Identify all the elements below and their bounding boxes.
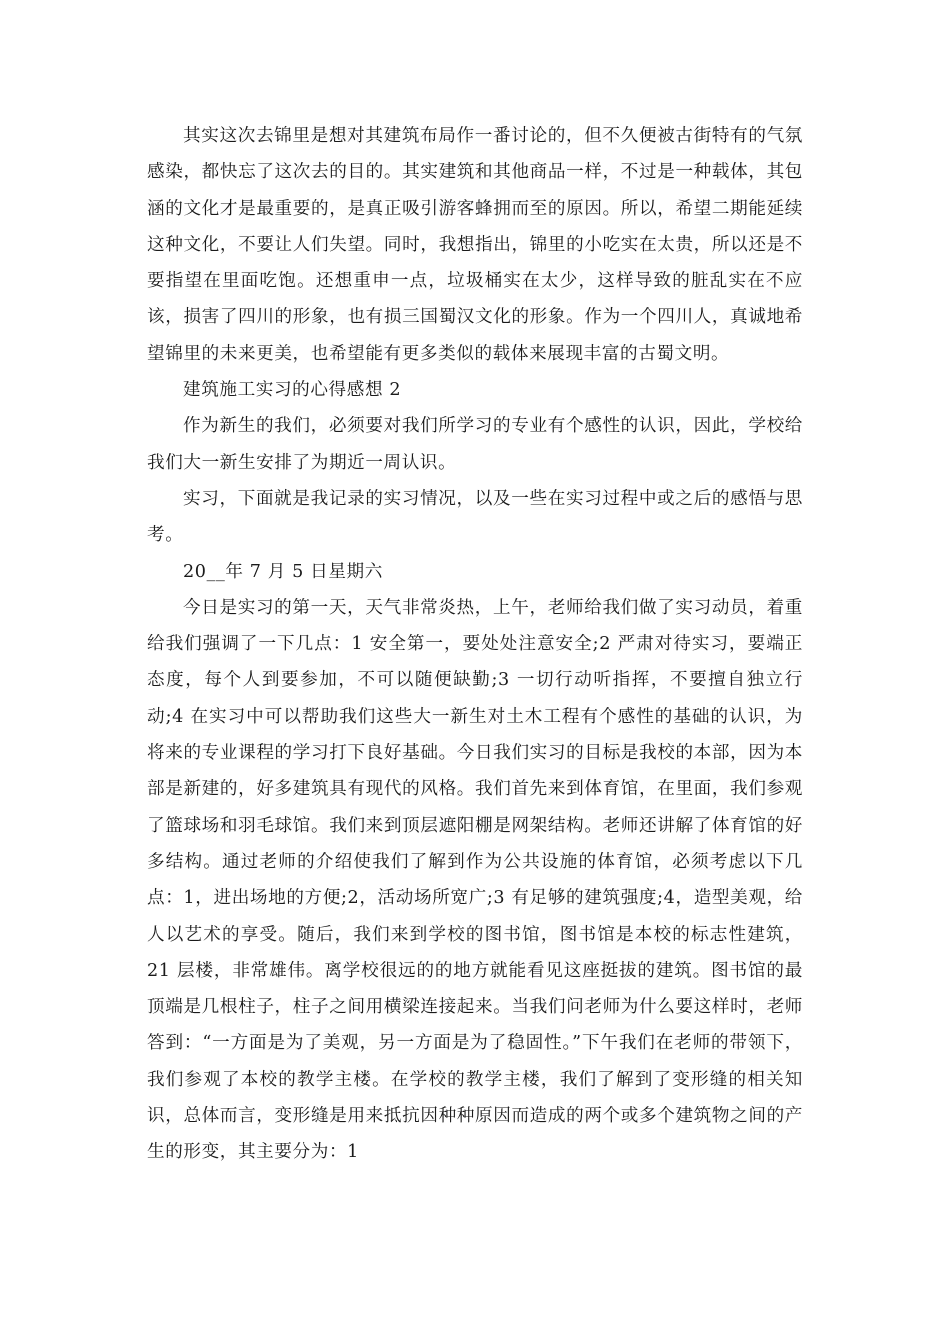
paragraph-internship-record: 实习，下面就是我记录的实习情况，以及一些在实习过程中或之后的感悟与思考。 xyxy=(147,488,803,546)
document-body xyxy=(147,118,803,1171)
paragraph-jinli-reflection: 其实这次去锦里是想对其建筑布局作一番讨论的，但不久便被古街特有的气氛感染，都快忘了这次去的目的。其实建筑和其他商品一样，不过是一种载体，其包涵的文化才是最重要的，是真正吸引游客蜂拥而至的原因。所以，希望二期能延续这种文化，不要让人们失望。同时，我想指出，锦里的小吃实在太贵，所以还是不要指望在里面吃饱。还想重申一点，垃圾桶实在太少，这样导致的脏乱实在不应该，损害了四川的形象，也有损三国蜀汉文化的形象。作为一个四川人，真诚地希望锦里的未来更美，也希望能有更多类似的载体来展现丰富的古蜀文明。 xyxy=(147,126,803,364)
paragraph-day-one: 今日是实习的第一天，天气非常炎热，上午，老师给我们做了实习动员，着重给我们强调了一下几点：1 安全第一，要处处注意安全;2 严肃对待实习，要端正态度，每个人到要参加，不可以随便缺勤;3 一切行动听指挥，不要擅自独立行动;4 在实习中可以帮助我们这些大一新生对土木工程有个感性的基础的认识，为将来的专业课程的学习打下良好基础。今日我们实习的目标是我校的本部，因为本部是新建的，好多建筑具有现代的风格。我们首先来到体育馆，在里面，我们参观了篮球场和羽毛球馆。我们来到顶层遮阳棚是网架结构。老师还讲解了体育馆的好多结构。通过老师的介绍使我们了解到作为公共设施的体育馆，必须考虑以下几点：1，进出场地的方便;2，活动场所宽广;3 有足够的建筑强度;4，造型美观，给人以艺术的享受。随后，我们来到学校的图书馆，图书馆是本校的标志性建筑，21 层楼，非常雄伟。离学校很远的的地方就能看见这座挺拔的建筑。图书馆的最顶端是几根柱子，柱子之间用横梁连接起来。当我们问老师为什么要这样时，老师答到：“一方面是为了美观，另一方面是为了稳固性。”下午我们在老师的带领下，我们参观了本校的教学主楼。在学校的教学主楼，我们了解到了变形缝的相关知识，总体而言，变形缝是用来抵抗因种种原因而造成的两个或多个建筑物之间的产生的形变，其主要分为：1 xyxy=(147,597,803,1163)
paragraph-intro: 作为新生的我们，必须要对我们所学习的专业有个感性的认识，因此，学校给我们大一新生安排了为期近一周认识。 xyxy=(147,416,803,473)
date-line: 20__年 7 月 5 日星期六 xyxy=(183,561,383,582)
section-heading: 建筑施工实习的心得感想 2 xyxy=(183,380,402,401)
